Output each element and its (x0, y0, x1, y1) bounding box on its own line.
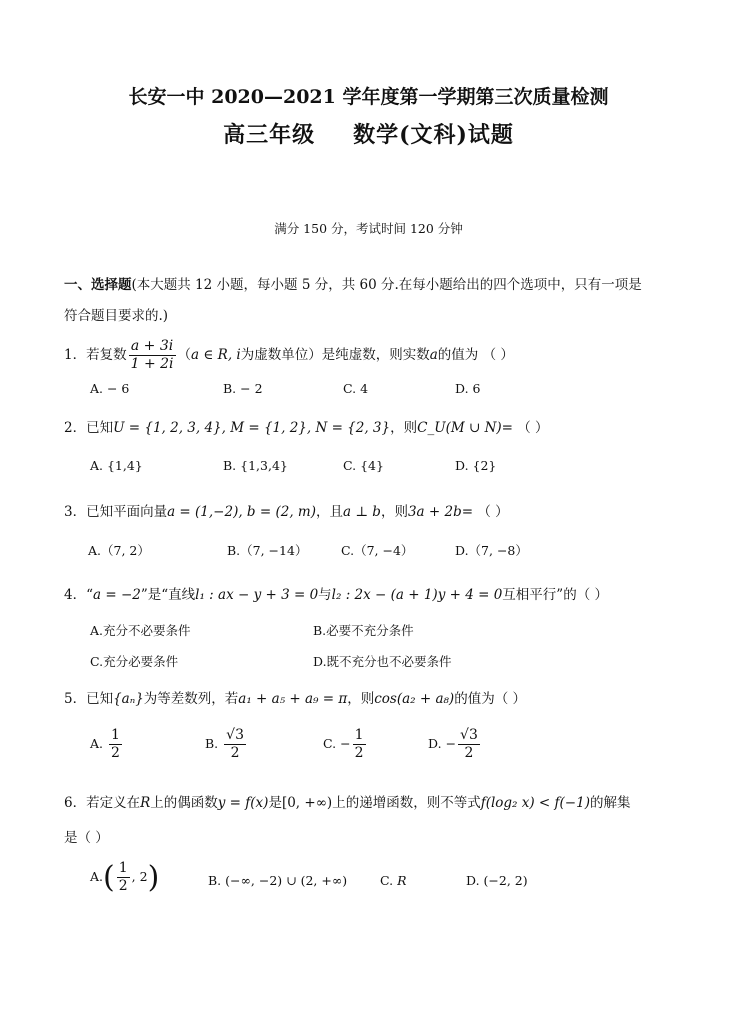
option-label: C. (323, 736, 337, 751)
question-number: 3． (64, 504, 87, 520)
question-text: 的值为 （ ） (437, 347, 514, 363)
option-b (208, 873, 347, 888)
option-a: A. {1,4} (90, 458, 143, 473)
math-expression: a = (1,−2), b = (2, m) (167, 504, 316, 520)
option-label: B. (205, 736, 219, 751)
question-text: 已知平面向量 (86, 504, 168, 520)
math-expression: a₁ + a₅ + a₉ = π (238, 691, 348, 707)
question-text: 是 (268, 795, 282, 811)
option-label: D. (466, 873, 480, 888)
question-number: 4． (64, 587, 87, 603)
interval-rest: , 2 (131, 869, 148, 884)
option-b: B. {1,3,4} (223, 458, 288, 473)
exam-title: 长安一中 2020—2021 学年度第一学期第三次质量检测 (128, 86, 609, 108)
option-d: D.（7, −8） (455, 543, 528, 558)
fraction-denominator: 2 (118, 878, 128, 894)
fraction-numerator: 1 (118, 860, 128, 876)
fraction-denominator: 2 (464, 745, 474, 761)
question-6-continued: 是（ ） (64, 830, 109, 846)
question-text: ，则 (390, 420, 418, 436)
math-expression: a ⊥ b (342, 504, 381, 520)
section-instructions-a: (本大题共 12 小题，每小题 5 分，共 60 分.在每小题给出的四个选项中，只有一项是 (131, 277, 642, 293)
option-label: B. (208, 873, 222, 888)
math-expression: 3a + 2b (407, 504, 462, 520)
option-b: B.必要不充分条件 (313, 623, 414, 638)
fraction-numerator: a + 3i (129, 338, 176, 356)
question-3 (64, 500, 509, 520)
question-text: = （ ） (461, 504, 509, 520)
question-text: （ (177, 347, 192, 363)
question-number: 2． (64, 420, 87, 436)
question-text: “ (86, 587, 93, 603)
section-heading: 一、选择题 (64, 277, 132, 293)
fraction (224, 727, 246, 762)
question-text: 上的偶函数 (150, 795, 218, 811)
question-number: 5． (64, 691, 87, 707)
option-a: A.（7, 2） (88, 543, 150, 558)
option-d: D. {2} (455, 458, 497, 473)
math-expression: {aₙ} (113, 691, 144, 707)
math-expression: a = −2 (93, 587, 141, 603)
question-text: = （ ） (501, 420, 549, 436)
option-a (90, 727, 124, 762)
math-expression: a ∈ R, i (191, 347, 241, 363)
fraction (458, 727, 480, 762)
math-expression: l₁ : ax − y + 3 = 0 (195, 587, 319, 603)
math-expression: l₂ : 2x − (a + 1)y + 4 = 0 (331, 587, 503, 603)
question-text: ”是“直线 (140, 587, 196, 603)
math-expression: y = f(x) (217, 795, 269, 811)
option-a: A.充分不必要条件 (90, 623, 191, 638)
question-text: 已知 (86, 420, 114, 436)
option-a: A. − 6 (90, 381, 130, 396)
math-expression: U = {1, 2, 3, 4}, M = {1, 2}, N = {2, 3} (113, 420, 391, 436)
fraction (353, 727, 366, 762)
option-c: C. {4} (343, 458, 384, 473)
fraction (109, 727, 122, 762)
question-number: 1． (64, 347, 87, 363)
right-paren: ) (147, 860, 160, 895)
section-heading-line (64, 273, 642, 293)
option-label: A. (90, 869, 104, 884)
question-text: 为虚数单位）是纯虚数，则实数 (240, 347, 430, 363)
question-text: ，则 (347, 691, 375, 707)
question-5 (64, 687, 526, 707)
question-text: 与 (318, 587, 332, 603)
section-instructions-b: 符合题目要求的.) (64, 308, 169, 324)
math-expression: R (397, 873, 407, 888)
math-expression: C_U(M ∪ N) (417, 420, 502, 436)
math-expression: R (140, 795, 151, 811)
math-expression: [0, +∞) (281, 795, 333, 811)
question-6 (64, 791, 630, 811)
fraction-numerator: √3 (226, 727, 244, 743)
question-text: 的解集 (589, 795, 631, 811)
option-d: D. 6 (455, 381, 481, 396)
math-expression: f(log₂ x) < f(−1) (480, 795, 590, 811)
fraction-numerator: 1 (354, 727, 364, 743)
fraction-denominator: 2 (230, 745, 240, 761)
question-4 (64, 583, 608, 603)
option-d (428, 727, 482, 762)
option-c (380, 873, 407, 888)
minus-sign: − (340, 736, 351, 751)
question-text: 的值为（ ） (454, 691, 526, 707)
question-text: ，则 (380, 504, 408, 520)
grade-label: 高三年级 (223, 122, 316, 148)
exam-info: 满分 150 分，考试时间 120 分钟 (274, 221, 463, 236)
fraction-numerator: 1 (111, 727, 120, 743)
left-paren: ( (103, 860, 115, 895)
exam-subtitle (0, 118, 737, 149)
fraction-denominator: 2 (354, 745, 364, 761)
minus-sign: − (445, 736, 457, 751)
question-text: 已知 (86, 691, 114, 707)
option-a (90, 860, 159, 895)
question-text: ，且 (315, 504, 343, 520)
question-2 (64, 416, 549, 436)
question-text: 互相平行”的（ ） (502, 587, 608, 603)
option-label: C. (380, 873, 394, 888)
option-b (205, 727, 248, 762)
option-b: B.（7, −14） (227, 543, 308, 558)
math-expression: (−∞, −2) ∪ (2, +∞) (225, 873, 348, 888)
option-label: D. (428, 736, 442, 751)
question-text: 为等差数列，若 (143, 691, 239, 707)
option-c: C.（7, −4） (341, 543, 414, 558)
question-1 (64, 338, 514, 373)
question-text: 若定义在 (86, 795, 141, 811)
math-expression: cos(a₂ + a₈) (374, 691, 455, 707)
question-text: 上的递增函数，则不等式 (332, 795, 481, 811)
fraction-numerator: √3 (460, 727, 478, 743)
option-d: D.既不充分也不必要条件 (313, 654, 452, 669)
fraction (117, 860, 130, 895)
question-number: 6． (64, 795, 87, 811)
option-d (466, 873, 528, 888)
option-b: B. − 2 (223, 381, 263, 396)
option-c: C.充分必要条件 (90, 654, 179, 669)
math-expression: (−2, 2) (483, 873, 528, 888)
fraction-denominator: 1 + 2i (130, 356, 174, 372)
option-c (323, 727, 368, 762)
fraction-denominator: 2 (111, 745, 120, 761)
subject-label: 数学(文科)试题 (353, 122, 514, 148)
option-c: C. 4 (343, 381, 369, 396)
question-text: 若复数 (86, 347, 127, 363)
math-variable: a (429, 347, 438, 363)
option-label: A. (90, 736, 104, 751)
fraction (129, 338, 176, 373)
